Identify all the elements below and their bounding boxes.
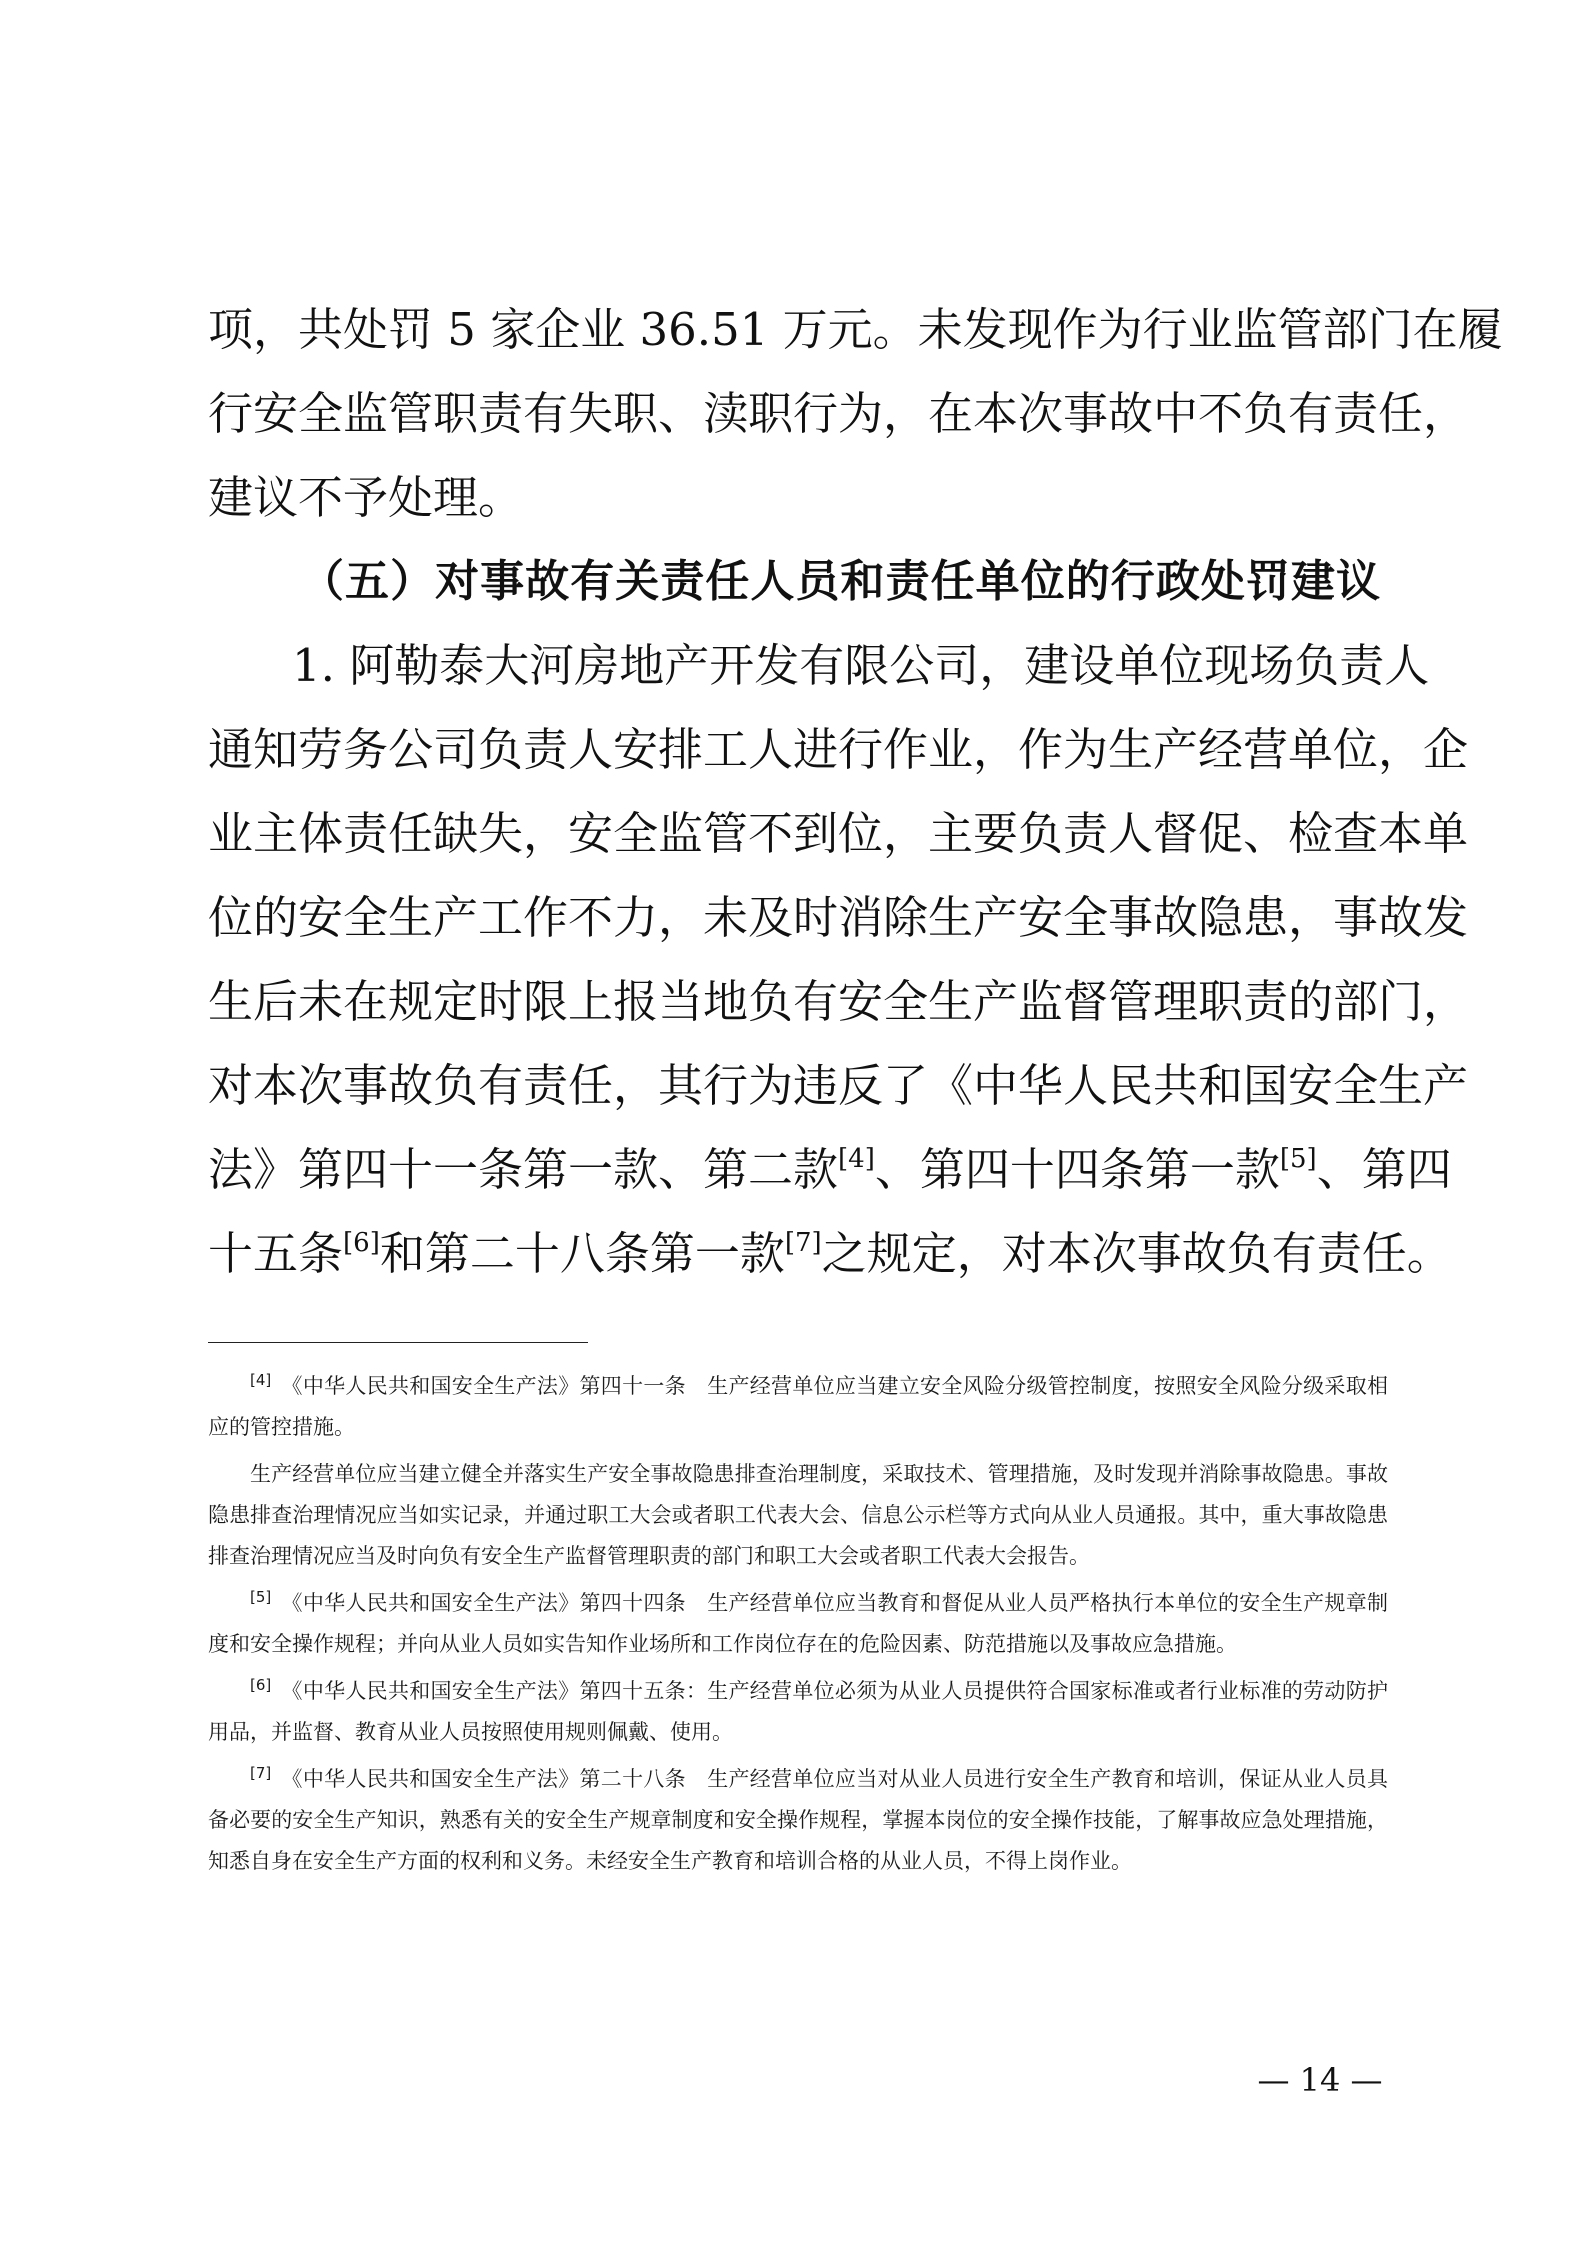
footnote-text: 《中华人民共和国安全生产法》第四十五条：生产经营单位必须为从业人员提供符合国家标准或者行业标准的劳动防护用品，并监督、教育从业人员按照使用规则佩戴、使用。 [208,1679,1388,1744]
footnote-ref-4[interactable]: [4] [838,1144,875,1174]
section-heading: （五）对事故有关责任人员和责任单位的行政处罚建议 [300,556,1380,607]
body-text-line: 生后未在规定时限上报当地负有安全生产监督管理职责的部门， [208,975,1469,1028]
body-text-line: 业主体责任缺失，安全监管不到位，主要负责人督促、检查本单 [208,807,1469,860]
body-text-segment: 之规定，对本次事故负有责任。 [821,1227,1452,1280]
footnote-marker: [7] [250,1764,272,1782]
footnote-ref-5[interactable]: [5] [1279,1144,1317,1174]
footnote-text: 《中华人民共和国安全生产法》第四十一条 生产经营单位应当建立安全风险分级管控制度，按照安全风险分级采取相应的管控措施。 [208,1374,1388,1439]
footnote-marker: [6] [250,1676,272,1694]
body-text-line: 建议不予处理。 [208,471,524,524]
footnote-ref-6[interactable]: [6] [343,1228,380,1258]
body-text-line: 对本次事故负有责任，其行为违反了《中华人民共和国安全生产 [208,1059,1469,1112]
body-text-line [208,1128,1452,1212]
footnotes [208,1366,1388,1888]
footnote-7 [208,1759,1388,1882]
body-text-segment: 和第二十八条第一款 [379,1227,785,1280]
footnote-marker: [5] [250,1588,272,1606]
footnote-marker: [4] [250,1371,272,1389]
body-text-segment: 法》第四十一条第一款、第二款 [208,1143,839,1196]
footnote-separator [208,1342,588,1343]
footnote-6 [208,1671,1388,1753]
body-text-segment: 十五条 [208,1227,344,1280]
footnote-text: 生产经营单位应当建立健全并落实生产安全事故隐患排查治理制度，采取技术、管理措施，及时发现并消除事故隐患。事故隐患排查治理情况应当如实记录，并通过职工大会或者职工代表大会、信息公示栏等方式向从业人员通报。其中，重大事故隐患排查治理情况应当及时向负有安全生产监督管理职责的部门和职工大会或者职工代表大会报告。 [208,1462,1388,1568]
body-text-line: 项，共处罚 5 家企业 36.51 万元。未发现作为行业监管部门在履 [208,303,1503,356]
footnote-text: 《中华人民共和国安全生产法》第二十八条 生产经营单位应当对从业人员进行安全生产教育和培训，保证从业人员具备必要的安全生产知识，熟悉有关的安全生产规章制度和安全操作规程，掌握本岗位的安全操作技能，了解事故应急处理措施，知悉自身在安全生产方面的权利和义务。未经安全生产教育和培训合格的从业人员，不得上岗作业。 [208,1767,1388,1873]
body-text-line: 通知劳务公司负责人安排工人进行作业，作为生产经营单位，企 [208,723,1469,776]
body-text-segment: 、第四 [1316,1143,1452,1196]
footnote-text: 《中华人民共和国安全生产法》第四十四条 生产经营单位应当教育和督促从业人员严格执行本单位的安全生产规章制度和安全操作规程；并向从业人员如实告知作业场所和工作岗位存在的危险因素、防范措施以及事故应急措施。 [208,1591,1388,1656]
footnote-4-continued [208,1454,1388,1577]
body-text-line: 行安全监管职责有失职、渎职行为，在本次事故中不负有责任， [208,387,1469,440]
body-text-line [208,1212,1452,1296]
body-text-line: 1. 阿勒泰大河房地产开发有限公司，建设单位现场负责人 [292,639,1430,692]
footnote-ref-7[interactable]: [7] [784,1228,822,1258]
page-number: — 14 — [1257,2061,1383,2099]
body-text-line: 位的安全生产工作不力，未及时消除生产安全事故隐患，事故发 [208,891,1469,944]
body-text-segment: 、第四十四条第一款 [874,1143,1280,1196]
footnote-4 [208,1366,1388,1448]
footnote-5 [208,1583,1388,1665]
